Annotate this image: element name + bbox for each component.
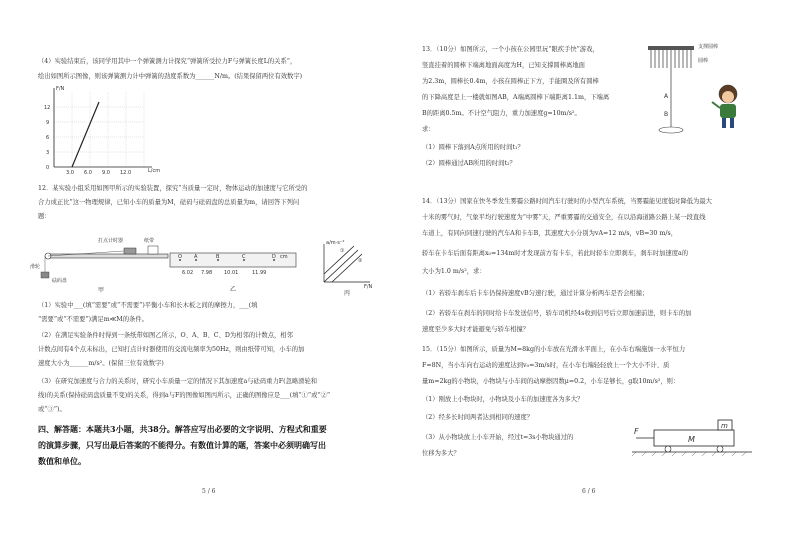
label-F: F <box>634 427 639 436</box>
q14-stem-line5: 大小为1.0 m/s²，求： <box>422 268 486 275</box>
pt-D: D <box>272 254 276 260</box>
label-F: F/N <box>364 284 373 290</box>
dist-CD: 11.99 <box>252 270 267 276</box>
q14-stem-line4: 轿车在卡车后面有距离x₀=134m时才发现前方有卡车，若此时轿车立即刹车，刹车时加速度a的 <box>422 250 689 257</box>
graph-xtick-9: 9.0 <box>102 170 110 176</box>
label-M: M <box>688 435 695 444</box>
label-A: A <box>664 93 669 100</box>
q13-stem-line4: 的下降高度是上一楼就如图AB，A端离圆棒下端距离1.1m，下端离 <box>422 94 610 101</box>
graph-xtick-6: 6.0 <box>84 170 92 176</box>
dist-BC: 10.01 <box>224 270 239 276</box>
cart <box>124 248 136 254</box>
q13-part2: （2）圆棒通过AB所用的时间t₂？ <box>422 160 516 167</box>
graph-line <box>72 102 99 167</box>
page-number-left: 5 / 6 <box>202 488 216 495</box>
line-2 <box>324 250 358 282</box>
dist-OA: 6.02 <box>182 270 194 276</box>
q12-stem-line3: 题： <box>38 213 51 220</box>
graph-ytick-9: 9 <box>46 120 50 126</box>
graph-ylabel: F/N <box>56 86 65 92</box>
q15-part1: （1）刚放上小物块时，小物块及小车的加速度各为多大？ <box>422 396 584 403</box>
q12-stem-line2: 合力成正比”这一物理规律，已知小车的质量为M，砝码与砝码盘的总质量为m，请回答下列问 <box>38 199 300 206</box>
q14-stem-line3: 车道上，有同向同速行驶的汽车A和卡车B，其速度大小分别为vA=12 m/s，vB=30 m/s， <box>422 230 678 237</box>
pt-A: A <box>194 254 198 260</box>
q15-stem-line3: 量m=2kg的小物块，小物块与小车间的动摩擦因数μ=0.2，小车足够长，g取10m/s²，则： <box>422 378 680 385</box>
q14-stem-line2: 十米的雾气时，气象平均行驶速度为“中雾”天，严重雾霾的交通安全，在以沿海道路公路上某一段直线 <box>422 214 706 221</box>
figure-tape <box>170 245 300 293</box>
q13-part1: （1）圆棒下落到A点所用的时间t₁？ <box>422 144 524 151</box>
q15-part3: （3）从小物块放上小车开始，经过t=3s小物块通过的 <box>422 434 574 441</box>
label-line2: ② <box>358 258 363 264</box>
q13-stem-line2: 竖直挂着的圆棒下端离地面高度为H，已知支撑圆棒离地面 <box>422 62 585 69</box>
section4-heading-line2: 的演算步骤，只写出最后答案的不能得分。有数值计算的题，答案中必须明确写出 <box>38 440 326 450</box>
label-line1: ① <box>340 248 345 254</box>
graph-xlabel: L/cm <box>148 168 161 174</box>
line-1 <box>324 246 354 274</box>
figure-aF-graph <box>320 240 380 295</box>
right-page <box>410 0 770 539</box>
graph-ytick-3: 3 <box>46 150 50 156</box>
q13-stem-line3: 为2.3m，圆棒长0.4m，小孩在圆棒正下方，手能圈及所有圆棒 <box>422 78 599 85</box>
page-number-right: 6 / 6 <box>582 488 596 495</box>
figure-cart-block <box>632 412 752 462</box>
caption-bing: 丙 <box>344 290 351 297</box>
q12-part2-line2: 计数点间有4个点未标出，已知打点计时器使用的交流电频率为50Hz，则由纸带可知，小车的加 <box>38 346 305 353</box>
label-pulley: 滑轮 <box>30 264 41 270</box>
support-bar <box>648 46 694 50</box>
q14-part1: （1）若轿车刹车后卡车仍保持速度vB匀速行驶，通过计算分析两车是否会相撞； <box>422 290 649 297</box>
label-weight: 砝码盘 <box>52 278 68 284</box>
label-unit: cm <box>280 254 288 260</box>
dist-AB: 7.98 <box>201 270 213 276</box>
q12-part3: （3）在研究加速度与合力的关系时，研究小车质量一定的情况下其加速度a与砝码重力F(忽略滑轮和 <box>38 378 318 385</box>
child-figure <box>712 85 737 128</box>
left-page <box>30 0 390 539</box>
q11-part4: （4）实验结束后，该同学用其中一个弹簧测力计探究“弹簧所受拉力F与弹簧长度L的关系”， <box>38 58 297 65</box>
q13-stem: 13．（10分）如图所示，一个小孩在公园里玩“眼疾手快”游戏， <box>422 46 599 53</box>
caption-yi: 乙 <box>230 286 237 293</box>
label-timer: 打点计时器 <box>98 238 124 244</box>
long-board <box>48 254 168 258</box>
label-ring: 圆棒 <box>698 58 709 64</box>
q13-stem-line6: 求： <box>422 126 435 133</box>
label-tape: 纸带 <box>144 238 155 244</box>
graph-ytick-12: 12 <box>44 105 51 111</box>
q15-stem-line2: F=8N，当小车向右运动的速度达到v₀=3m/s时，在小车右端轻轻放上一个大小不计、质 <box>422 362 670 369</box>
q12-part1-line2: “需要”或“不需要”)满足m≪M的条件。 <box>38 316 148 323</box>
label-B: B <box>664 111 669 118</box>
q12-part2-line3: 速度大小为______m/s²。(保留三位有效数字) <box>38 360 164 367</box>
label-support: 支撑圆棒 <box>698 44 719 50</box>
q12-part3-line2: 线)的关系(保持砝码盘质量不变)的关系，得到a与F的图像如图丙所示，正确的图像应是___(填“①”或“②” <box>38 392 331 399</box>
q11-part4-line2: 绘出如图所示图像，则该弹簧测力计中弹簧的劲度系数为______N/m。(结果保留两位有效数字) <box>38 73 303 80</box>
q14-stem: 14．（13分）国家在快冬季发生雾霾公路时间汽车行驶时的小型汽车系统，当雾霾能见度低时降低为最大 <box>422 198 712 205</box>
q12-stem: 12．某实验小组采用如图甲所示的实验装置，探究“当质量一定时，物体运动的加速度与它所受的 <box>38 185 308 192</box>
pt-O: O <box>178 254 182 260</box>
q13-stem-line5: B的距离0.5m。不计空气阻力，重力加速度g=10m/s²。 <box>422 110 581 117</box>
label-a: a/m·s⁻² <box>326 240 345 246</box>
pt-C: C <box>242 254 246 260</box>
label-m: m <box>721 422 728 430</box>
q14-part2-line2: 速度至少多大时才能避免与轿车相撞？ <box>422 326 530 333</box>
q15-stem: 15．（15分）如图所示，质量为M=8kg的小车放在光滑水平面上，在小车右端施加一水平恒力 <box>422 346 686 353</box>
section4-heading-line3: 数值和单位。 <box>38 456 86 466</box>
figure-rod-game <box>646 42 766 137</box>
pt-B: B <box>216 254 220 260</box>
q15-part2: （2）经多长时间两者达到相同的速度？ <box>422 414 534 421</box>
q15-part3-line2: 位移为多大？ <box>422 450 460 457</box>
graph-ytick-0: 0 <box>46 165 50 171</box>
graph-xtick-12: 12.0 <box>120 170 132 176</box>
base-ring <box>659 127 683 133</box>
q12-part2: （2）在满足实验条件时得到一条纸带如图乙所示，O、A、B、C、D为相邻的计数点，相邻 <box>38 332 293 339</box>
figure-apparatus <box>30 232 168 294</box>
q14-part2: （2）若轿车在刹车的同时给卡车发送信号，轿车司机经4s收到信号后立即加速前进，则卡车的加 <box>422 310 692 317</box>
spring-force-graph <box>44 86 164 176</box>
q12-part1: （1）实验中___(填“需要”或“不需要”)平衡小车和长木板之间的摩擦力，___(填 <box>38 302 258 309</box>
section4-heading: 四、解答题：本题共3小题，共38分。解答应写出必要的文字说明、方程式和重要 <box>38 424 327 434</box>
weight-pan <box>41 272 49 278</box>
timer-box <box>148 246 158 254</box>
graph-ytick-6: 6 <box>46 135 50 141</box>
graph-xtick-3: 3.0 <box>66 170 74 176</box>
caption-jia: 甲 <box>98 287 105 294</box>
q12-part3-line3: 或“③”)。 <box>38 406 66 413</box>
paper-tape <box>170 253 296 267</box>
